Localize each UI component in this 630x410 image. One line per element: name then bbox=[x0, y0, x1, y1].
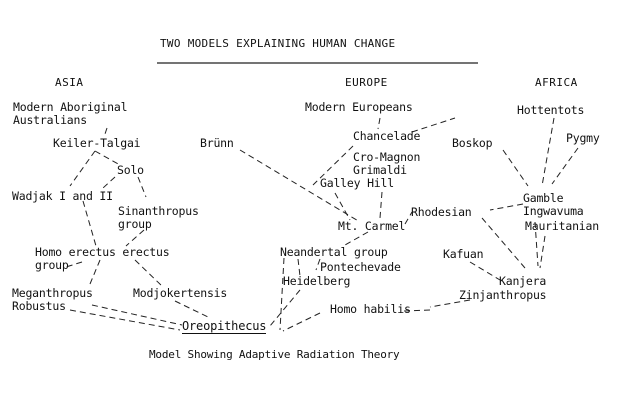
region-asia: ASIA bbox=[55, 76, 84, 89]
edge-heidel-oreo bbox=[270, 290, 300, 326]
edge-hottentots-gamble bbox=[542, 118, 554, 186]
edge-pygmy-gamble bbox=[552, 148, 578, 184]
edge-carmel-neandertal bbox=[345, 232, 368, 245]
node-modern-europeans: Modern Europeans bbox=[305, 100, 413, 114]
node-wadjak: Wadjak I and II bbox=[12, 189, 113, 203]
edge-cromagnon-carmel bbox=[380, 192, 382, 218]
node-hottentots: Hottentots bbox=[517, 103, 585, 117]
node-cro-magnon: Cro-Magnon Grimaldi bbox=[353, 150, 421, 177]
edge-modern-chancelade bbox=[378, 118, 380, 129]
edge-solo-wadjak bbox=[103, 177, 115, 188]
node-kafuan: Kafuan bbox=[443, 247, 484, 261]
node-gamble: Gamble Ingwavuma bbox=[523, 191, 584, 218]
edge-sinanthropus-erectus bbox=[126, 230, 144, 246]
region-africa: AFRICA bbox=[535, 76, 578, 89]
node-oreopithecus: Oreopithecus bbox=[182, 319, 267, 333]
edge-kafuan-kanjera bbox=[470, 262, 500, 280]
node-meganthropus: Meganthropus Robustus bbox=[12, 286, 93, 313]
node-mauritanian: Mauritanian bbox=[525, 219, 599, 233]
edge-mauritanian-kanjera bbox=[540, 236, 545, 268]
node-modjokertensis: Modjokertensis bbox=[133, 286, 228, 300]
node-heidelberg: Heidelberg bbox=[283, 274, 351, 288]
node-keiler-talgai: Keiler-Talgai bbox=[53, 136, 141, 150]
edge-keiler-wadjak bbox=[70, 151, 95, 186]
edge-habilis-oreo bbox=[283, 313, 320, 331]
edge-galley-carmel bbox=[335, 193, 350, 220]
diagram-title: TWO MODELS EXPLAINING HUMAN CHANGE bbox=[160, 37, 396, 50]
node-zinjanthropus: Zinjanthropus bbox=[459, 288, 547, 302]
node-mt-carmel: Mt. Carmel bbox=[338, 219, 406, 233]
node-sinanthropus: Sinanthropus group bbox=[118, 204, 199, 231]
node-kanjera: Kanjera bbox=[499, 274, 547, 288]
node-boskop: Boskop bbox=[452, 136, 493, 150]
node-modern-aboriginal: Modern Aboriginal Australians bbox=[13, 100, 128, 127]
node-homo-erectus: Homo erectus erectus group bbox=[35, 245, 170, 272]
edge-boskop-gamble bbox=[503, 150, 528, 186]
node-neandertal: Neandertal group bbox=[280, 245, 388, 259]
edge-modjo-oreo bbox=[175, 301, 210, 318]
edge-solo-sinanthropus bbox=[138, 177, 146, 197]
edge-meganthropus2-oreo bbox=[70, 310, 180, 330]
node-solo: Solo bbox=[117, 163, 144, 177]
edge-wadjak-erectus bbox=[83, 201, 96, 246]
edge-neandertal-oreo bbox=[280, 258, 284, 330]
diagram-caption: Model Showing Adaptive Radiation Theory bbox=[149, 348, 400, 361]
node-rhodesian: Rhodesian bbox=[411, 205, 472, 219]
node-brunn: Brünn bbox=[200, 136, 234, 150]
node-pontechevade: Pontechevade bbox=[320, 260, 401, 274]
node-chancelade: Chancelade bbox=[353, 129, 421, 143]
node-galley-hill: Galley Hill bbox=[320, 176, 394, 190]
edge-meganthropus-oreo bbox=[92, 305, 182, 325]
edge-gamble-rhodesian bbox=[490, 204, 523, 210]
region-europe: EUROPE bbox=[345, 76, 388, 89]
node-pygmy: Pygmy bbox=[566, 131, 600, 145]
edge-rhodesian-kanjera bbox=[482, 218, 525, 268]
node-homo-habilis: Homo habilis bbox=[330, 302, 411, 316]
